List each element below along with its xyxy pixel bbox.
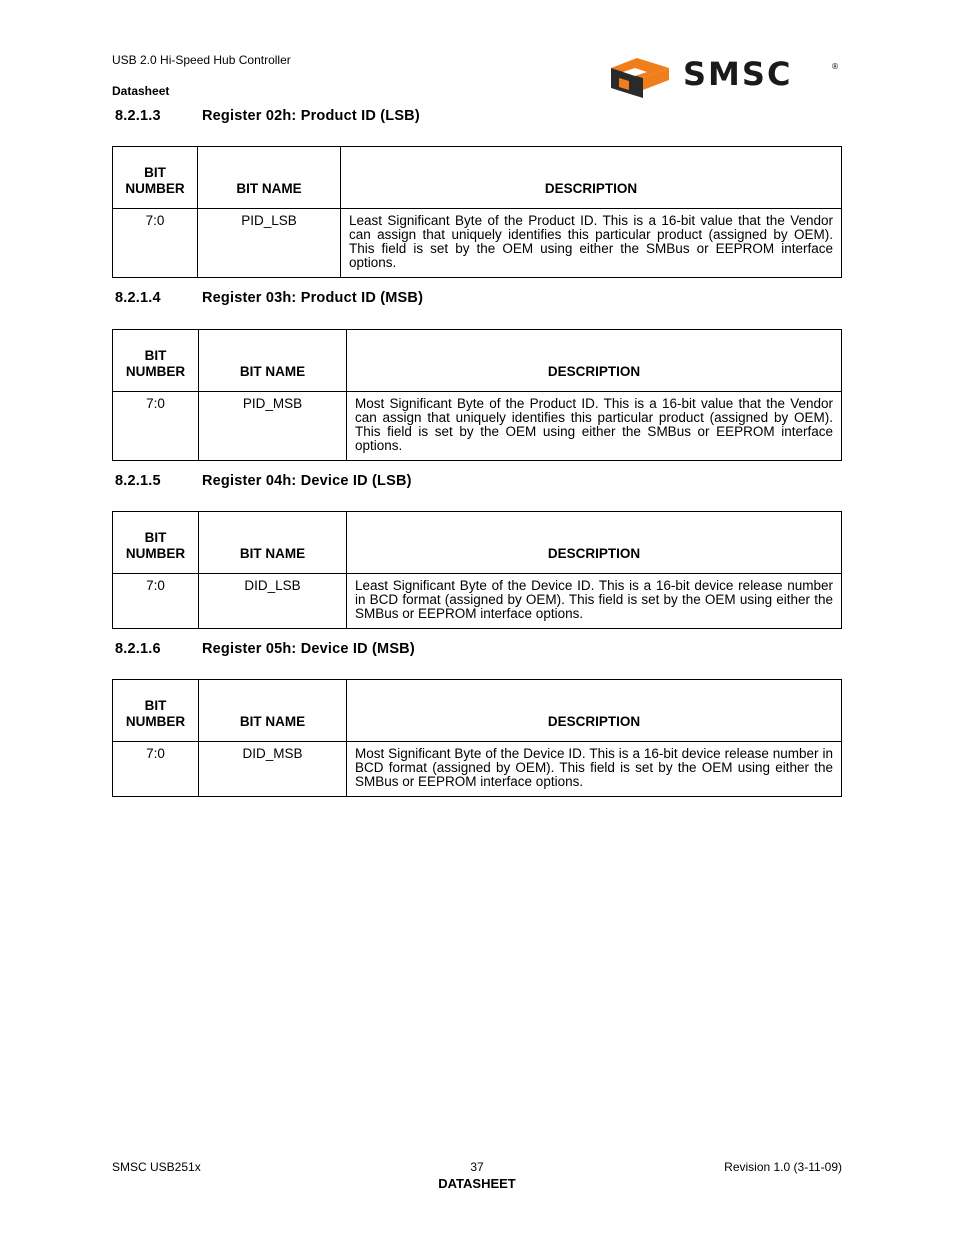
col-header-bit-name: BIT NAME xyxy=(198,147,341,209)
cell-description: Least Significant Byte of the Device ID. This is a 16-bit device release number in BCD format (assigned by OEM). This field is set by the OEM using either the SMBus or EEPROM interface options. xyxy=(347,574,842,629)
col-header-bit-name: BIT NAME xyxy=(199,512,347,574)
section-heading-8-2-1-6 xyxy=(115,641,415,657)
register-table-03h xyxy=(112,329,842,461)
footer-page-number: 37 xyxy=(470,1160,484,1174)
section-title: Register 05h: Device ID (MSB) xyxy=(202,641,415,657)
cell-bit-name: DID_LSB xyxy=(199,574,347,629)
col-header-bit-number: BIT NUMBER xyxy=(113,512,199,574)
logo-wordmark: SMSC xyxy=(683,55,793,93)
cell-description: Least Significant Byte of the Product ID. This is a 16-bit value that the Vendor can assign that uniquely identifies this particular product (assigned by OEM). This field is set by the OEM using either the SMBus or EEPROM interface options. xyxy=(341,209,842,278)
col-header-bit-name: BIT NAME xyxy=(199,330,347,392)
table-row xyxy=(113,742,842,797)
table-row xyxy=(113,209,842,278)
section-title: Register 02h: Product ID (LSB) xyxy=(202,108,420,124)
register-table-02h xyxy=(112,146,842,278)
section-heading-8-2-1-5 xyxy=(115,473,412,489)
section-title: Register 04h: Device ID (LSB) xyxy=(202,473,412,489)
col-header-bit-number: BIT NUMBER xyxy=(113,147,198,209)
table-row xyxy=(113,392,842,461)
table-header-row xyxy=(113,330,842,392)
footer-revision: Revision 1.0 (3-11-09) xyxy=(724,1160,842,1174)
section-number: 8.2.1.6 xyxy=(115,641,161,657)
table-row xyxy=(113,574,842,629)
section-number: 8.2.1.3 xyxy=(115,108,161,124)
col-header-bit-number: BIT NUMBER xyxy=(113,330,199,392)
header-subtitle: Datasheet xyxy=(112,84,170,98)
smsc-logo xyxy=(607,54,841,100)
footer-doc-type: DATASHEET xyxy=(438,1176,516,1191)
col-header-description: DESCRIPTION xyxy=(341,147,842,209)
table-header-row xyxy=(113,512,842,574)
register-table-05h xyxy=(112,679,842,797)
cell-bit-number: 7:0 xyxy=(113,742,199,797)
section-heading-8-2-1-3 xyxy=(115,108,420,124)
cell-bit-number: 7:0 xyxy=(113,392,199,461)
section-heading-8-2-1-4 xyxy=(115,290,423,306)
footer-product: SMSC USB251x xyxy=(112,1160,201,1174)
section-number: 8.2.1.5 xyxy=(115,473,161,489)
header-title: USB 2.0 Hi-Speed Hub Controller xyxy=(112,53,291,67)
col-header-bit-name: BIT NAME xyxy=(199,680,347,742)
col-header-bit-number: BIT NUMBER xyxy=(113,680,199,742)
section-number: 8.2.1.4 xyxy=(115,290,161,306)
cell-description: Most Significant Byte of the Device ID. This is a 16-bit device release number in BCD format (assigned by OEM). This field is set by the OEM using either the SMBus or EEPROM interface options. xyxy=(347,742,842,797)
register-table-04h xyxy=(112,511,842,629)
col-header-description: DESCRIPTION xyxy=(347,330,842,392)
col-header-description: DESCRIPTION xyxy=(347,680,842,742)
table-header-row xyxy=(113,147,842,209)
table-header-row xyxy=(113,680,842,742)
cell-bit-name: PID_MSB xyxy=(199,392,347,461)
cell-bit-number: 7:0 xyxy=(113,574,199,629)
cell-bit-name: DID_MSB xyxy=(199,742,347,797)
cell-bit-name: PID_LSB xyxy=(198,209,341,278)
section-title: Register 03h: Product ID (MSB) xyxy=(202,290,424,306)
logo-registered-mark: ® xyxy=(831,62,839,71)
cell-description: Most Significant Byte of the Product ID. This is a 16-bit value that the Vendor can assign that uniquely identifies this particular product (assigned by OEM). This field is set by the OEM using either the SMBus or EEPROM interface options. xyxy=(347,392,842,461)
col-header-description: DESCRIPTION xyxy=(347,512,842,574)
cell-bit-number: 7:0 xyxy=(113,209,198,278)
